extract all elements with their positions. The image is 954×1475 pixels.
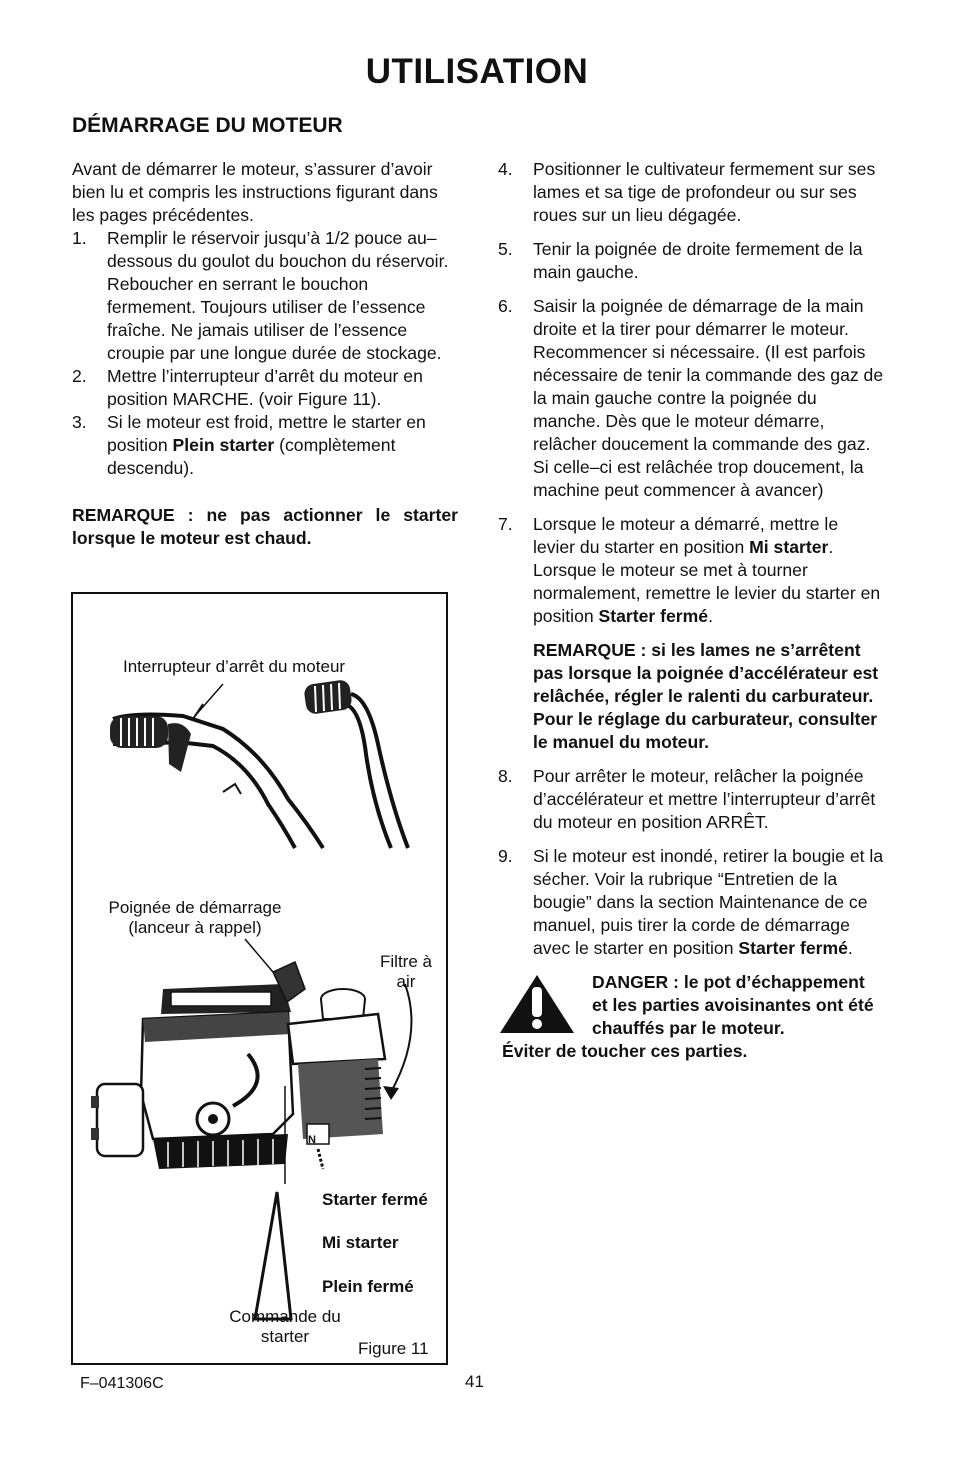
- step-text-part: Lorsque le moteur a démarré, mettre le levier du starter en position: [533, 514, 839, 557]
- half-choke-label: Mi starter: [322, 1233, 399, 1252]
- step-number: 5.: [498, 239, 513, 259]
- remark-note: REMARQUE : si les lames ne s’arrêtent pas lorsque la poignée d’accélérateur est relâchée, régler le ralenti du carburateur. Pour le réglage du carburateur, consulter le manuel du moteur.: [533, 640, 879, 752]
- step-text: Positionner le cultivateur fermement sur ses lames et sa tige de profondeur ou sur ses roues sur un lieu dégagée.: [533, 159, 876, 225]
- list-item: [498, 765, 884, 834]
- emphasis-text: Plein starter: [172, 435, 275, 455]
- step-text-part: (complètement descendu).: [107, 435, 396, 478]
- label-line: (lanceur à rappel): [128, 918, 262, 937]
- step-text-part: .: [708, 606, 713, 626]
- figure-11: [71, 592, 448, 1365]
- list-item: [72, 227, 458, 365]
- steps-list-left: [72, 227, 458, 480]
- choke-control-label: [211, 1307, 359, 1347]
- emphasis-text: Starter fermé: [738, 938, 848, 958]
- remark-note: REMARQUE : ne pas actionner le starter lorsque le moteur est chaud.: [72, 505, 458, 548]
- step-text-part: Si le moteur est inondé, retirer la bougie et la sécher. Voir la rubrique “Entretien de la bougie” dans la section Maintenance de ce manuel, puis tirer la corde de démarrage avec le starter en position: [533, 846, 884, 958]
- step-text: [533, 513, 884, 628]
- label-line: Poignée de démarrage: [108, 898, 282, 917]
- footer-code: F–041306C: [80, 1375, 164, 1392]
- step-text-part: Si le moteur est froid, mettre le starter en position: [107, 412, 426, 455]
- page-number: 41: [465, 1372, 484, 1391]
- step-text-part: .: [847, 938, 853, 958]
- step-number: 6.: [498, 296, 513, 316]
- step-number: 2.: [72, 366, 87, 386]
- air-filter-label: [371, 952, 441, 992]
- list-item: [498, 845, 884, 960]
- steps-list-right: [498, 158, 884, 960]
- kill-switch-label: Interrupteur d’arrêt du moteur: [123, 657, 346, 676]
- step-number: 7.: [498, 514, 513, 534]
- intro-paragraph: Avant de démarrer le moteur, s’assurer d’avoir bien lu et compris les instructions figurant dans les pages précédentes.: [72, 159, 438, 225]
- step-text: Mettre l’interrupteur d’arrêt du moteur en position MARCHE. (voir Figure 11).: [107, 366, 423, 409]
- section-heading: DÉMARRAGE DU MOTEUR: [72, 114, 343, 137]
- list-item: [498, 295, 884, 502]
- label-line: Filtre à: [380, 952, 432, 971]
- left-column: [72, 158, 458, 550]
- step-text: Tenir la poignée de droite fermement de la main gauche.: [533, 239, 863, 282]
- list-item: [72, 411, 458, 480]
- step-text-part: . Lorsque le moteur se met à tourner normalement, remettre le levier du starter en position: [533, 537, 881, 626]
- danger-text: DANGER : le pot d’échappement et les parties avoisinantes ont été chauffés par le moteur.: [592, 972, 874, 1038]
- list-item: [498, 238, 884, 284]
- emphasis-text: Starter fermé: [598, 606, 709, 626]
- step-text: Pour arrêter le moteur, relâcher la poignée d’accélérateur et mettre l’interrupteur d’arrêt du moteur en position ARRÊT.: [533, 766, 876, 832]
- step-text: Remplir le réservoir jusqu’à 1/2 pouce au–dessous du goulot du bouchon du réservoir. Reboucher en serrant le bouchon fermement. Toujours utiliser de l’essence fraîche. Ne jamais utiliser de l’essence croupie par une longue durée de stockage.: [107, 228, 449, 363]
- warning-icon: [498, 973, 576, 1035]
- danger-text-last: Éviter de toucher ces parties.: [502, 1041, 748, 1061]
- step-number: 1.: [72, 228, 87, 248]
- figure-caption: Figure 11: [358, 1339, 429, 1358]
- page-title: UTILISATION: [365, 52, 589, 91]
- step-text: Saisir la poignée de démarrage de la main droite et la tirer pour démarrer le moteur. Recommencer si nécessaire. (Il est parfois nécessaire de tenir la commande des gaz de la main gauche contre la poignée du manche. Dès que le moteur démarre, relâcher doucement la commande des gaz. Si celle–ci est relâchée trop doucement, la machine peut commencer à avancer): [533, 296, 884, 500]
- emphasis-text: Mi starter: [749, 537, 829, 557]
- step-number: 8.: [498, 766, 513, 786]
- right-column: [498, 158, 884, 1063]
- step-text: [107, 412, 426, 478]
- step-number: 4.: [498, 159, 513, 179]
- step-text: [533, 846, 883, 958]
- choke-closed-label: Starter fermé: [322, 1190, 428, 1209]
- label-line: air: [396, 972, 416, 991]
- list-item: [498, 513, 884, 754]
- full-choke-label: Plein fermé: [322, 1277, 414, 1296]
- danger-warning: [498, 971, 884, 1063]
- step-number: 9.: [498, 846, 513, 866]
- step-number: 3.: [72, 412, 87, 432]
- list-item: [498, 158, 884, 227]
- starter-handle-label: [97, 898, 293, 938]
- gear-letter: N: [308, 1134, 316, 1146]
- label-line: starter: [260, 1327, 310, 1346]
- list-item: [72, 365, 458, 411]
- label-line: Commande du: [229, 1307, 341, 1326]
